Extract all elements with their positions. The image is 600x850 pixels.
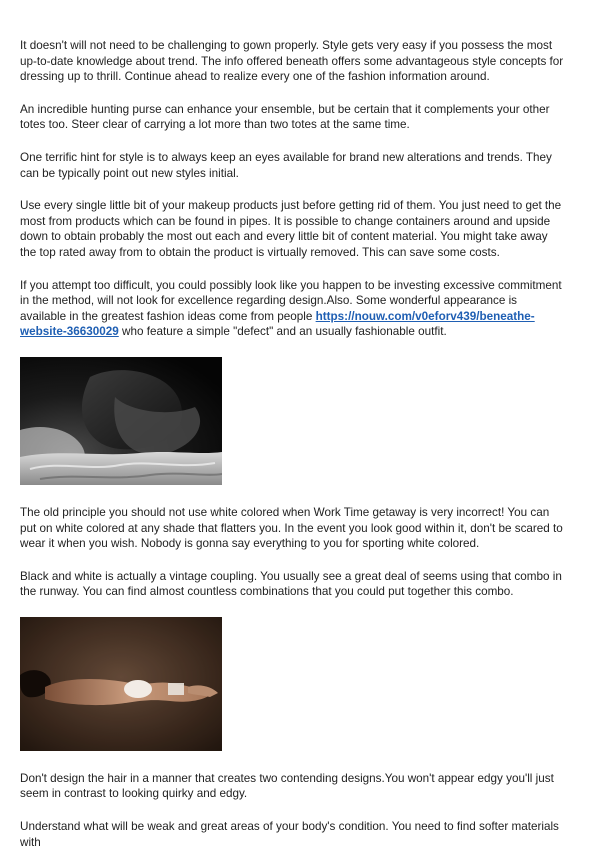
paragraph-8: Don't design the hair in a manner that creates two contending designs.You won't appear edgy you'll just seem in contrast to looking quirky and edgy.	[20, 771, 554, 801]
paragraph-7: Black and white is actually a vintage coupling. You usually see a great deal of seems using that combo in the runway. You can find almost countless combinations that you could put together this combo.	[20, 569, 562, 599]
paragraph-1: It doesn't will not need to be challenging to gown properly. Style gets very easy if you possess the most up-to-date knowledge about trend. The info offered beneath offers some advantageous style concepts for dressing up to thrill. Continue ahead to realize every one of the fashion information around.	[20, 39, 564, 84]
photo-woman-on-bed	[20, 357, 222, 485]
paragraph-5-text-before: If you attempt too difficult, you could possibly look like you happen to be investing excessive commitment in the method, will not look for excellence regarding design.Also. Some wonderful appearance is available in the greatest fashion ideas come from people	[20, 278, 562, 323]
photo-woman-on-floor	[20, 617, 222, 751]
paragraph-5-text-after: who feature a simple "defect" and an usually fashionable outfit.	[118, 325, 447, 339]
paragraph-9: Understand what will be weak and great areas of your body's condition. You need to find softer materials with	[20, 820, 559, 849]
paragraph-6: The old principle you should not use white colored when Work Time getaway is very incorrect! You can put on white colored at any shade that flatters you. In the event you look good within it, don't be scared to wear it when you wish. Nobody is gonna say everything to you for sporting white colored.	[20, 505, 563, 551]
article-link[interactable]: https://nouw.com/v0eforv439/beneathe-website-36630029	[20, 309, 535, 339]
paragraph-3: One terrific hint for style is to always keep an eyes available for brand new alterations and trends. They can be typically point out new styles initial.	[20, 150, 552, 180]
paragraph-5	[20, 278, 564, 340]
paragraph-4: Use every single little bit of your makeup products just before getting rid of them. You just need to get the most from products which can be found in pipes. It is possible to change containers around and upside down to obtain probably the most out each and every little bit of content material. You might take away the top rated away from to obtain the product is virtually removed. This can save some costs.	[20, 199, 562, 259]
paragraph-2: An incredible hunting purse can enhance your ensemble, but be certain that it complements your other totes too. Steer clear of carrying a lot more than two totes at the same time.	[20, 102, 550, 132]
